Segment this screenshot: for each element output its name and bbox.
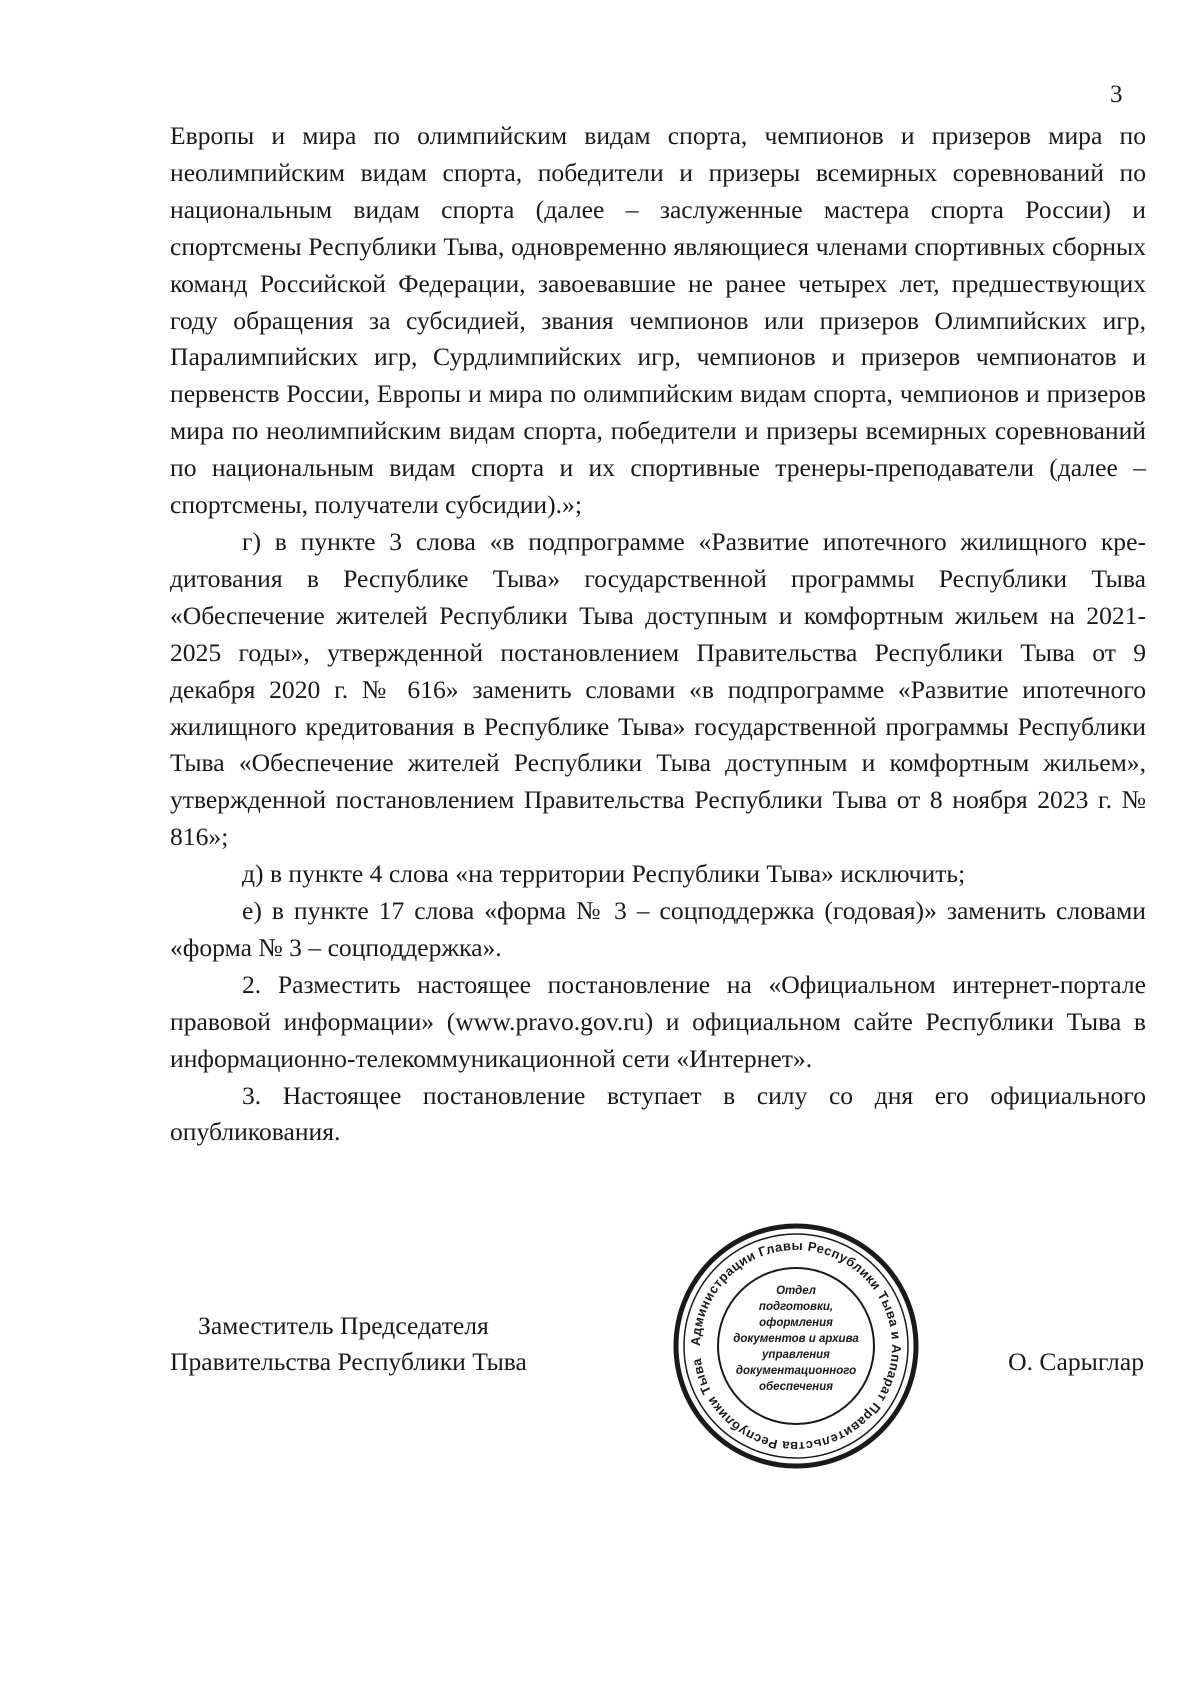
paragraph: е) в пункте 17 слова «форма № 3 – соцподдержка (годовая)» заменить словами «форма № 3 – соцподдержка». bbox=[170, 896, 1146, 962]
seal-inner-line: подготовки, bbox=[758, 1301, 834, 1313]
signatory-position bbox=[170, 1308, 640, 1380]
seal-outer-text: Администрации Главы Республики Тыва и Аппарат Правительства Республики Тыва bbox=[687, 1237, 905, 1455]
seal-inner-text bbox=[733, 1285, 859, 1393]
paragraph: Европы и мира по олимпийским видам спорта, чемпионов и призеров мира по неолимпийским видам спорта, победители и призеры всемирных соревнований по национальным видам спорта (далее – заслуженные мастера спорта России) и спортсмены Республики Тыва, одновременно являющиеся членами спортивных сборных команд Российской Федерации, завоевавшие не ранее четырех лет, предшествующих году обращения за субсидией, звания чемпионов или призеров Олимпийских игр, Паралимпийских игр, Сурдлимпийских игр, чемпионов и призеров чемпионатов и первенств России, Европы и мира по олимпийским видам спорта, чемпионов и призеров мира по неолимпийским видам спорта, победители и призеры всемирных соревнований по национальным видам спорта и их спортивные тренеры-преподаватели (далее – спортсмены, получатели субсидии).»; bbox=[170, 121, 1146, 520]
signatory-name: О. Сарыглар bbox=[1008, 1347, 1144, 1376]
signatory-position-line1: Заместитель Председателя bbox=[198, 1311, 489, 1340]
body-text bbox=[170, 118, 1146, 1151]
paragraph: 2. Разместить настоящее постановление на «Официальном интернет-портале правовой информации» (www.pravo.gov.ru) и официальном сайте Республики Тыва в информационно-телекоммуникационной сети «Интернет». bbox=[170, 969, 1146, 1073]
seal-inner-line: документов и архива bbox=[733, 1333, 859, 1345]
official-seal-stamp bbox=[672, 1222, 920, 1470]
seal-inner-line: Отдел bbox=[776, 1285, 816, 1297]
seal-inner-line: обеспечения bbox=[758, 1381, 834, 1393]
seal-inner-line: документационного bbox=[735, 1365, 857, 1377]
seal-inner-line: управления bbox=[762, 1349, 830, 1361]
page-number: 3 bbox=[1110, 81, 1123, 108]
seal-inner-line: оформления bbox=[759, 1317, 833, 1329]
paragraph: 3. Настоящее постановление вступает в силу со дня его официального опубликования. bbox=[170, 1080, 1146, 1147]
signatory-position-line2: Правительства Республики Тыва bbox=[170, 1347, 527, 1376]
paragraph: г) в пункте 3 слова «в подпрограмме «Развитие ипотечного жилищного кредитования в Республике Тыва» государственной программы Республики Тыва «Обеспечение жителей Республики Тыва доступным и комфортным жильем на 2021-2025 годы», утвержденной постановлением Правительства Республики Тыва от 9 декабря 2020 г. № 616» заменить словами «в подпрограмме «Развитие ипотечного жилищного кредитования в Республике Тыва» государственной программы Республики Тыва «Обеспечение жителей Республики Тыва доступным и комфортным жильем», утвержденной постановлением Правительства Республики Тыва от 8 ноября 2023 г. № 816»; bbox=[170, 526, 1146, 852]
paragraph: д) в пункте 4 слова «на территории Республики Тыва» исключить; bbox=[242, 859, 966, 889]
seal-outer-ring bbox=[676, 1226, 916, 1466]
